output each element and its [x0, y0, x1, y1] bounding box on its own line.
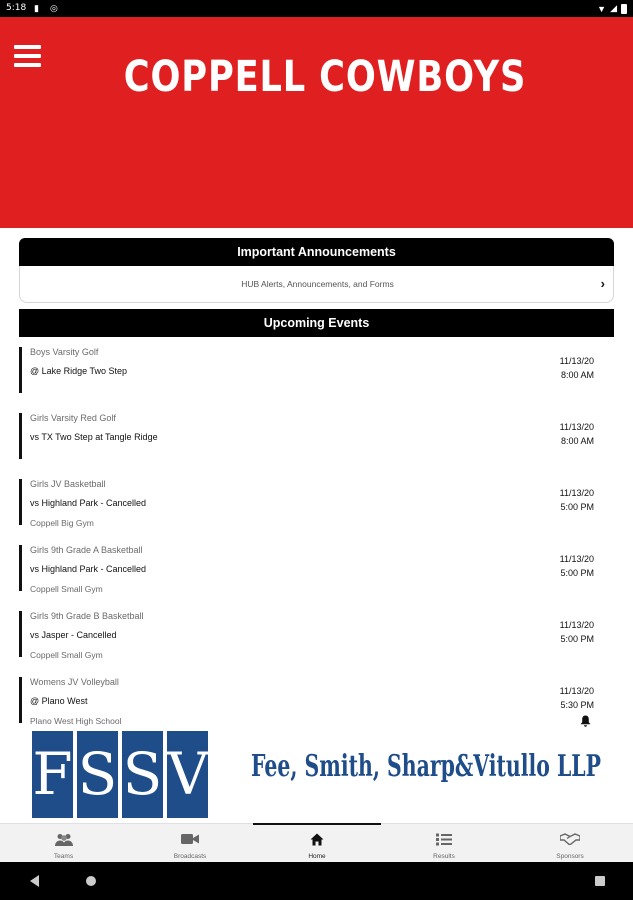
- event-sport: Boys Varsity Golf: [30, 347, 99, 357]
- app-title: COPPELL COWBOYS: [123, 52, 527, 102]
- tab-label: Broadcasts: [173, 853, 207, 860]
- event-date: 11/13/20: [559, 686, 594, 696]
- event-date: 11/13/20: [559, 554, 594, 564]
- event-date: 11/13/20: [559, 422, 594, 432]
- home-circle-icon[interactable]: [86, 876, 96, 886]
- event-opponent: vs Highland Park - Cancelled: [30, 564, 147, 574]
- event-item[interactable]: [19, 611, 614, 667]
- event-accent-bar: [19, 611, 22, 657]
- event-opponent: vs TX Two Step at Tangle Ridge: [30, 432, 158, 442]
- event-opponent: @ Plano West: [30, 696, 88, 706]
- event-accent-bar: [19, 677, 22, 723]
- sync-icon: ◎: [50, 3, 58, 13]
- announcements-heading: Important Announcements: [19, 238, 614, 266]
- handshake-icon: [560, 833, 580, 845]
- status-bar: [0, 0, 633, 17]
- event-item[interactable]: [19, 545, 614, 601]
- hamburger-menu-icon[interactable]: [14, 45, 42, 67]
- event-sport: Girls 9th Grade A Basketball: [30, 545, 143, 555]
- tab-label: Sponsors: [556, 853, 584, 860]
- recent-apps-icon[interactable]: [595, 876, 605, 886]
- announcements-row[interactable]: [19, 266, 614, 303]
- event-opponent: vs Jasper - Cancelled: [30, 630, 117, 640]
- event-location: Coppell Big Gym: [30, 518, 94, 528]
- event-time: 8:00 AM: [560, 436, 594, 446]
- bottom-navigation: [0, 823, 633, 862]
- signal-icon: ◢: [610, 3, 617, 13]
- event-time: 5:00 PM: [560, 502, 594, 512]
- tab-teams[interactable]: [0, 824, 127, 863]
- fssv-logo: [32, 731, 208, 818]
- event-date: 11/13/20: [559, 620, 594, 630]
- tab-label: Results: [433, 853, 455, 860]
- event-item[interactable]: [19, 677, 614, 733]
- event-location: Coppell Small Gym: [30, 584, 103, 594]
- announcements-row-text: HUB Alerts, Announcements, and Forms: [241, 279, 394, 289]
- logo-letter: S: [122, 731, 163, 818]
- sponsor-firm-name: Fee, Smith, Sharp&Vitullo LLP: [251, 749, 601, 784]
- event-sport: Girls JV Basketball: [30, 479, 106, 489]
- wifi-icon: ▼: [597, 3, 607, 14]
- event-accent-bar: [19, 479, 22, 525]
- event-date: 11/13/20: [559, 488, 594, 498]
- logo-letter: F: [32, 731, 73, 818]
- battery-icon: [621, 4, 627, 14]
- tab-label: Home: [308, 853, 326, 860]
- event-sport: Womens JV Volleyball: [30, 677, 119, 687]
- event-accent-bar: [19, 413, 22, 459]
- event-time: 5:30 PM: [560, 700, 594, 710]
- chevron-right-icon: ›: [600, 276, 605, 291]
- system-navigation-bar: [0, 862, 633, 900]
- event-item[interactable]: [19, 479, 614, 535]
- event-time: 5:00 PM: [560, 634, 594, 644]
- notification-icon: ▮: [34, 3, 39, 13]
- event-date: 11/13/20: [559, 356, 594, 366]
- event-location: Plano West High School: [30, 716, 122, 726]
- event-opponent: vs Highland Park - Cancelled: [30, 498, 147, 508]
- event-accent-bar: [19, 347, 22, 393]
- event-item[interactable]: [19, 347, 614, 403]
- event-location: Coppell Small Gym: [30, 650, 103, 660]
- event-accent-bar: [19, 545, 22, 591]
- event-item[interactable]: [19, 413, 614, 469]
- video-camera-icon: [181, 833, 199, 845]
- event-time: 8:00 AM: [560, 370, 594, 380]
- tab-label: Teams: [53, 853, 74, 860]
- tab-broadcasts[interactable]: [127, 824, 253, 863]
- teams-icon: [55, 833, 73, 847]
- back-icon[interactable]: [30, 875, 39, 887]
- tab-results[interactable]: [381, 824, 507, 863]
- status-time: 5:18: [6, 3, 27, 13]
- list-icon: [436, 833, 452, 846]
- home-icon: [310, 833, 324, 846]
- app-header: [0, 17, 633, 228]
- logo-letter: V: [167, 731, 208, 818]
- tab-sponsors[interactable]: [507, 824, 633, 863]
- upcoming-events-heading: Upcoming Events: [19, 309, 614, 337]
- sponsor-banner[interactable]: [0, 727, 633, 823]
- event-sport: Girls Varsity Red Golf: [30, 413, 116, 423]
- event-opponent: @ Lake Ridge Two Step: [30, 366, 128, 376]
- event-sport: Girls 9th Grade B Basketball: [30, 611, 144, 621]
- event-time: 5:00 PM: [560, 568, 594, 578]
- logo-letter: S: [77, 731, 118, 818]
- tab-home[interactable]: [253, 824, 381, 863]
